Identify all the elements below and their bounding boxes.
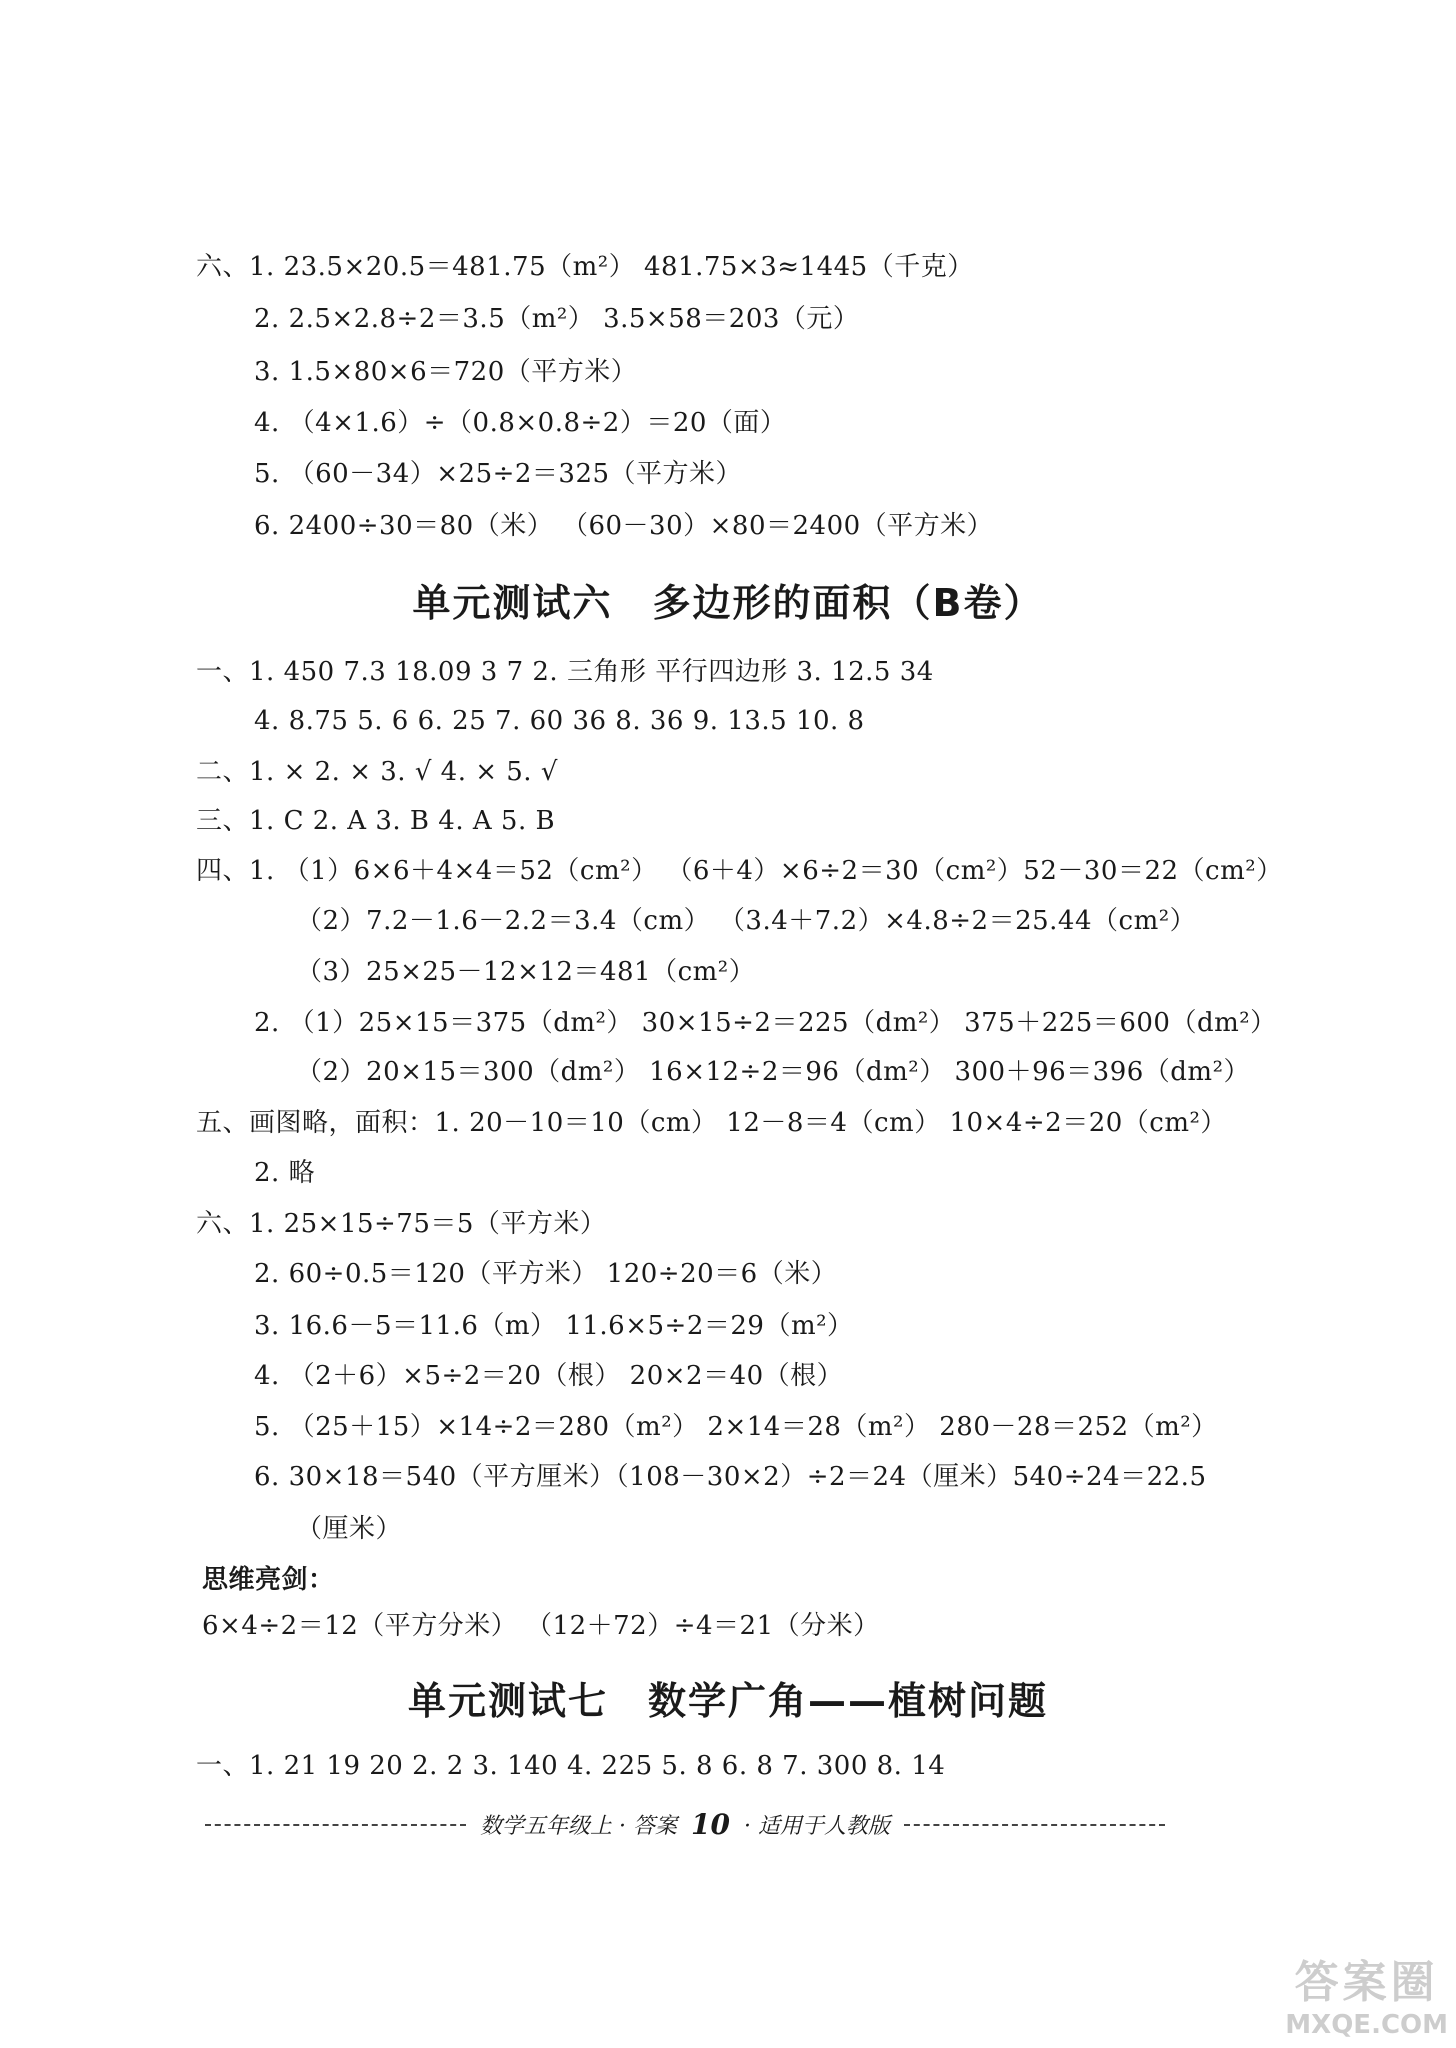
answer-line: （2）20×15＝300（dm²） 16×12÷2＝96（dm²） 300＋96＝396（dm²） <box>296 1057 1251 1087</box>
answer-line: 四、1. （1）6×6＋4×4＝52（cm²） （6＋4）×6÷2＝30（cm²）52－30＝22（cm²） <box>196 856 1283 886</box>
answer-line: 5. （60－34）×25÷2＝325（平方米） <box>254 459 743 489</box>
answer-line: 一、1. 450 7.3 18.09 3 7 2. 三角形 平行四边形 3. 12.5 34 <box>196 657 934 687</box>
answer-line: 4. （4×1.6）÷（0.8×0.8÷2）＝20（面） <box>254 408 787 438</box>
answer-line: （3）25×25－12×12＝481（cm²） <box>296 957 756 987</box>
footer-page-number: 10 <box>691 1808 730 1841</box>
answer-line: 六、1. 25×15÷75＝5（平方米） <box>196 1209 607 1239</box>
footer-divider <box>205 1824 466 1826</box>
watermark-url: MXQE.COM <box>1285 2010 1448 2040</box>
unit6-title: 单元测试六 多边形的面积（B卷） <box>412 581 1044 625</box>
thinking-label: 思维亮剑： <box>202 1565 335 1595</box>
answer-line: 2. 略 <box>254 1158 316 1188</box>
answer-line: 2. 60÷0.5＝120（平方米） 120÷20＝6（米） <box>254 1259 838 1289</box>
answer-line: 6. 30×18＝540（平方厘米）（108－30×2）÷2＝24（厘米）540÷24＝22.5 <box>254 1462 1207 1492</box>
answer-line: 3. 16.6－5＝11.6（m） 11.6×5÷2＝29（m²） <box>254 1311 854 1341</box>
footer-book-label: 数学五年级上 · 答案 <box>480 1814 678 1839</box>
site-watermark <box>1285 1946 1448 2040</box>
answer-line: （厘米） <box>296 1514 403 1544</box>
answer-line: 2. 2.5×2.8÷2＝3.5（m²） 3.5×58＝203（元） <box>254 304 860 334</box>
footer-edition-label: · 适用于人教版 <box>743 1814 890 1839</box>
answer-line: 二、1. × 2. × 3. √ 4. × 5. √ <box>196 757 558 787</box>
thinking-answer: 6×4÷2＝12（平方分米） （12＋72）÷4＝21（分米） <box>202 1611 880 1641</box>
footer-divider <box>904 1824 1165 1826</box>
answer-line: 五、画图略，面积：1. 20－10＝10（cm） 12－8＝4（cm） 10×4÷2＝20（cm²） <box>196 1108 1227 1138</box>
unit7-title: 单元测试七 数学广角——植树问题 <box>407 1679 1048 1723</box>
watermark-logo-text: 答案圈 <box>1294 1957 1439 2008</box>
answer-line: 三、1. C 2. A 3. B 4. A 5. B <box>196 806 556 836</box>
answer-line: 六、1. 23.5×20.5＝481.75（m²） 481.75×3≈1445（千克） <box>196 252 974 282</box>
answer-line: 5. （25＋15）×14÷2＝280（m²） 2×14＝28（m²） 280－28＝252（m²） <box>254 1412 1218 1442</box>
answer-line: 4. 8.75 5. 6 6. 25 7. 60 36 8. 36 9. 13.5 10. 8 <box>254 706 865 736</box>
page-footer <box>205 1808 1165 1841</box>
answer-line: 2. （1）25×15＝375（dm²） 30×15÷2＝225（dm²） 375＋225＝600（dm²） <box>254 1008 1277 1038</box>
answer-line: 一、1. 21 19 20 2. 2 3. 140 4. 225 5. 8 6. 8 7. 300 8. 14 <box>196 1751 946 1781</box>
answer-line: 4. （2＋6）×5÷2＝20（根） 20×2＝40（根） <box>254 1361 844 1391</box>
answer-line: 6. 2400÷30＝80（米） （60－30）×80＝2400（平方米） <box>254 511 994 541</box>
answer-line: 3. 1.5×80×6＝720（平方米） <box>254 357 638 387</box>
answer-line: （2）7.2－1.6－2.2＝3.4（cm） （3.4＋7.2）×4.8÷2＝25.44（cm²） <box>296 906 1197 936</box>
